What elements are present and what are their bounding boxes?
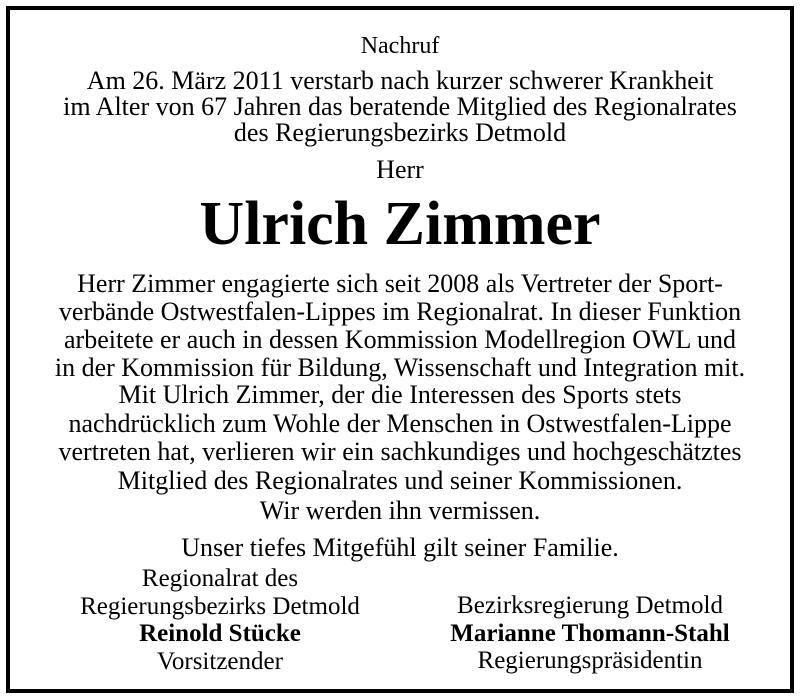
paragraph-line: verbände Ostwestfalen-Lippes im Regionalrat. In dieser Funktion — [58, 297, 742, 326]
paragraph-line: Mitglied des Regionalrates und seiner Kommissionen. — [117, 465, 683, 495]
signature-role: Regierungspräsidentin — [477, 647, 703, 674]
signature-org: Bezirksregierung Detmold — [457, 592, 723, 619]
paragraph-line: Herr Zimmer engagierte sich seit 2008 als Vertreter der Sport- — [77, 269, 723, 298]
signature-org: Regierungsbezirks Detmold — [80, 592, 360, 620]
paragraph-line: nachdrücklich zum Wohle der Menschen in Ostwestfalen-Lippe — [68, 408, 732, 438]
paragraph-engagement — [0, 270, 800, 382]
paragraph-line: Mit Ulrich Zimmer, der die Interessen des Sports stets — [118, 380, 682, 409]
paragraph-line: arbeitete er auch in dessen Kommission Modellregion OWL und — [64, 325, 736, 354]
paragraph-tribute — [0, 381, 800, 495]
paragraph-line: vertreten hat, verlieren wir ein sachkundiges und hochgeschätztes — [58, 437, 742, 466]
intro-line: Am 26. März 2011 verstarb nach kurzer schwerer Krankheit — [86, 66, 714, 95]
signature-bezirksregierung — [400, 592, 780, 675]
obituary-heading: Nachruf — [360, 33, 440, 59]
signature-regionalrat — [40, 565, 400, 675]
signature-person: Reinold Stücke — [139, 620, 301, 647]
condolence-line: Unser tiefes Mitgefühl gilt seiner Familie. — [181, 533, 619, 562]
farewell-line: Wir werden ihn vermissen. — [259, 496, 541, 525]
intro-text — [0, 68, 800, 146]
intro-line: im Alter von 67 Jahren das beratende Mitglied des Regionalrates — [63, 92, 737, 121]
salutation: Herr — [376, 155, 424, 184]
signature-role: Vorsitzender — [157, 647, 283, 675]
deceased-name: Ulrich Zimmer — [199, 190, 601, 258]
signature-person: Marianne Thomann-Stahl — [450, 619, 730, 647]
signature-org: Regionalrat des — [141, 565, 299, 592]
paragraph-line: in der Kommission für Bildung, Wissenschaft und Integration mit. — [54, 353, 746, 382]
intro-line: des Regierungsbezirks Detmold — [233, 118, 567, 147]
